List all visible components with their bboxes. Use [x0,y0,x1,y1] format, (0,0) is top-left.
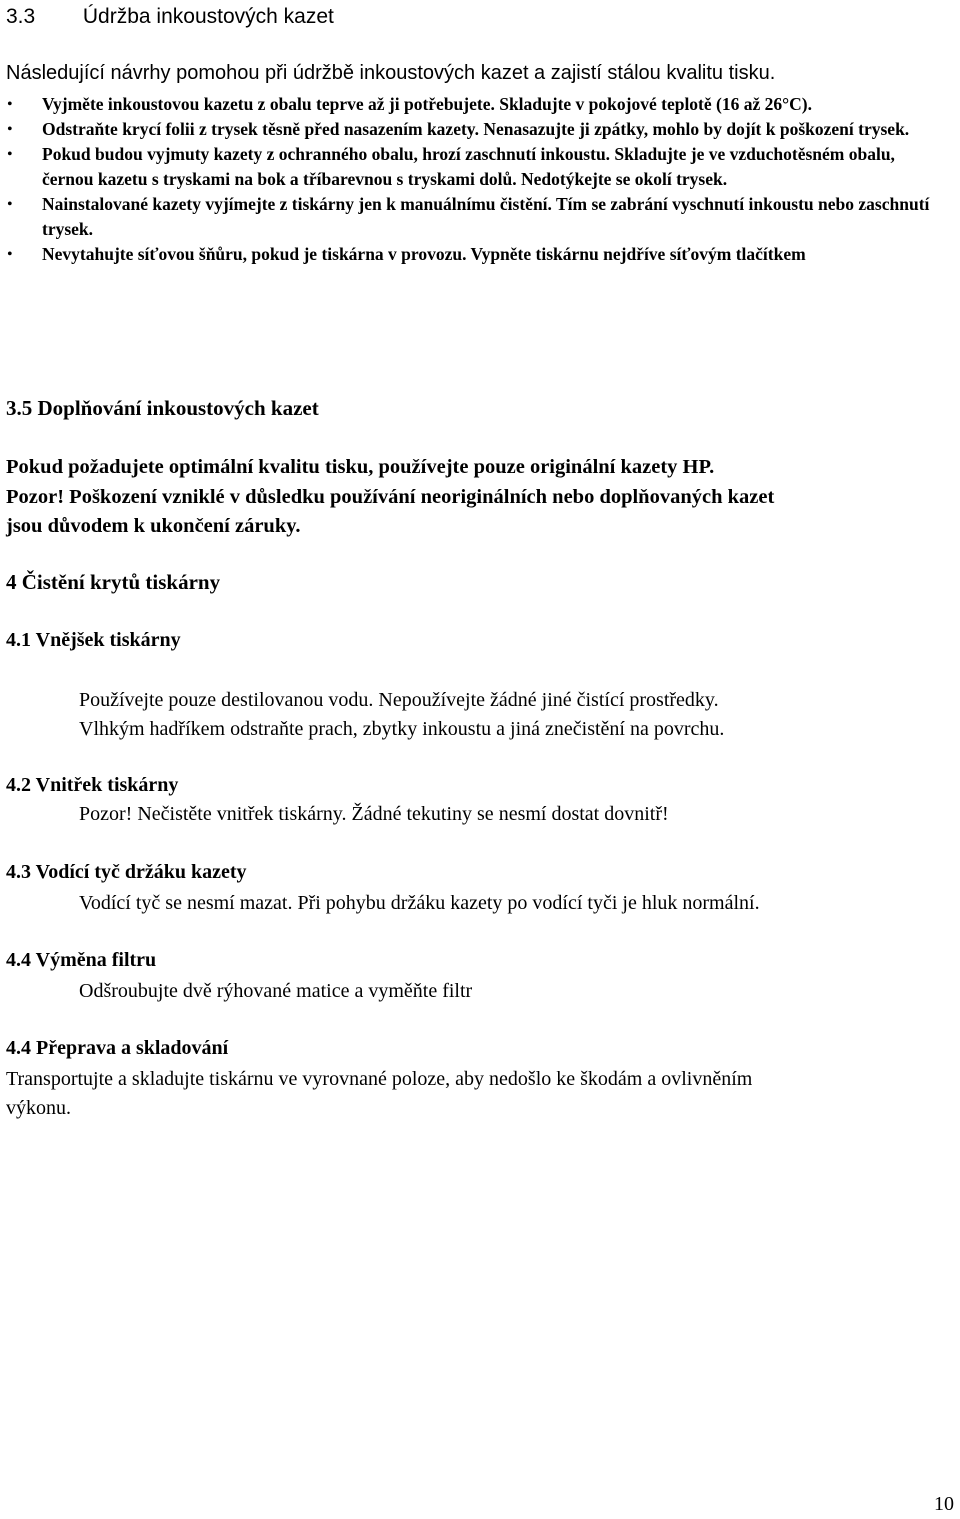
list-item-text: Pokud budou vyjmuty kazety z ochranného obalu, hrozí zaschnutí inkoustu. Skladujte je ve vzduchotěsném obalu, černou kazetu s tryskami na bok a tříbarevnou s tryskami dolů. Nedotýkejte se okolí trysek. [42,144,895,189]
paragraph-line: Pozor! Nečistěte vnitřek tiskárny. Žádné tekutiny se nesmí dostat dovnitř! [79,803,669,825]
paragraph-line: Používejte pouze destilovanou vodu. Nepoužívejte žádné jiné čistící prostředky. [79,689,719,711]
list-item [0,242,947,267]
maintenance-tips-list [0,92,960,267]
list-item [0,117,947,142]
intro-paragraph: Následující návrhy pomohou při údržbě inkoustových kazet a zajistí stálou kvalitu tisku. [6,62,776,84]
bullet-icon: • [7,196,13,213]
list-item [0,142,947,192]
list-item [0,92,947,117]
list-item-text: Nevytahujte síťovou šňůru, pokud je tiskárna v provozu. Vypněte tiskárnu nejdříve síťovým tlačítkem [42,244,806,264]
paragraph-line: Vodící tyč se nesmí mazat. Při pohybu držáku kazety po vodící tyči je hluk normální. [79,892,760,914]
list-item [0,192,947,242]
section-heading-3-5: 3.5 Doplňování inkoustových kazet [6,396,319,420]
section-number: 3.3 [6,5,36,28]
paragraph-line: výkonu. [6,1097,71,1119]
page-number: 10 [934,1493,954,1515]
section-heading-4-4-transport: 4.4 Přeprava a skladování [6,1037,229,1059]
warning-line-3: jsou důvodem k ukončení záruky. [6,515,301,537]
section-heading-4-1: 4.1 Vnějšek tiskárny [6,629,181,651]
section-title: Údržba inkoustových kazet [82,5,334,28]
list-item-text: Odstraňte krycí folii z trysek těsně před nasazením kazety. Nenasazujte ji zpátky, mohlo by dojít k poškození trysek. [42,119,910,139]
list-item-text: Vyjměte inkoustovou kazetu z obalu teprve až ji potřebujete. Skladujte v pokojové teplotě (16 až 26°C). [42,94,812,114]
section-heading-4-4-filter: 4.4 Výměna filtru [6,949,157,971]
list-item-text: Nainstalované kazety vyjímejte z tiskárny jen k manuálnímu čistění. Tím se zabrání vyschnutí inkoustu nebo zaschnutí trysek. [42,194,930,239]
paragraph-line: Transportujte a skladujte tiskárnu ve vyrovnané poloze, aby nedošlo ke škodám a ovlivněním [6,1068,753,1090]
warning-line-2: Pozor! Poškození vzniklé v důsledku používání neoriginálních nebo doplňovaných kazet [6,486,775,508]
section-heading-3-3 [6,5,334,29]
bullet-icon: • [7,96,13,113]
bullet-icon: • [7,246,13,263]
section-heading-4-3: 4.3 Vodící tyč držáku kazety [6,861,247,883]
warning-line-1: Pokud požadujete optimální kvalitu tisku, používejte pouze originální kazety HP. [6,456,715,478]
paragraph-line: Vlhkým hadříkem odstraňte prach, zbytky inkoustu a jiná znečistění na povrchu. [79,718,725,740]
section-heading-4: 4 Čistění krytů tiskárny [6,570,221,594]
section-heading-4-2: 4.2 Vnitřek tiskárny [6,774,179,796]
paragraph-line: Odšroubujte dvě rýhované matice a vyměňte filtr [79,980,473,1002]
bullet-icon: • [7,121,13,138]
bullet-icon: • [7,146,13,163]
